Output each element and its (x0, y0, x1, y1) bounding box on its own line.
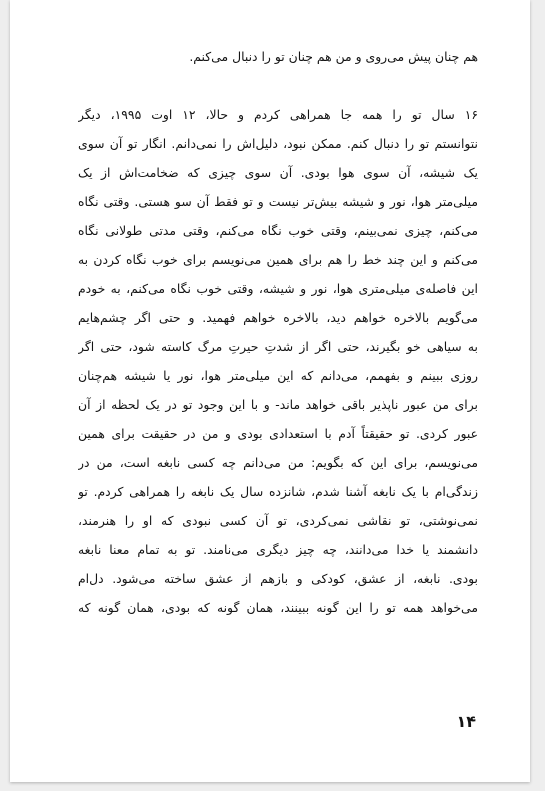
paragraph-line: برای من عبور ناپذیر باقی خواهد ماند- و با این وجود تو در یک لحظه از آن (78, 397, 478, 412)
paragraph-line: عبور کردی. تو حقیقتاً آدم با استعدادی بودی و من در حقیقت برای همین (78, 426, 478, 441)
paragraph-line: روزی ببینم و بفهمم، می‌دانم که این میلی‌متر هوا، نور یا شیشه هم‌چنان (78, 368, 478, 383)
paragraph-line: می‌کنم، چیزی نمی‌بینم، وقتی خوب نگاه می‌کنم، وقتی مدتی طولانی نگاه (78, 223, 478, 238)
body-paragraph (78, 100, 478, 622)
paragraph-line: این فاصله‌ی میلی‌متری هوا، نور و شیشه، وقتی خوب نگاه می‌کنم، به خودم (78, 281, 478, 296)
paragraph-line: یک شیشه، آن سوی هوا بودی. آن سوی چیزی که ضخامت‌اش از یک (78, 165, 478, 180)
paragraph-line: می‌کنم و این چند خط را هم برای همین می‌نویسم برای خوب نگاه کردن به (78, 252, 478, 267)
paragraph-line: می‌نویسم، برای این که بگویم: من می‌دانم چه کسی نابغه است، من در (78, 455, 478, 470)
opening-line-text: هم چنان پیش می‌روی و من هم چنان تو را دنبال می‌کنم. (189, 49, 478, 64)
paragraph-line: می‌گویم بالاخره خواهم دید، بالاخره خواهم فهمید. و حتی اگر چشم‌هایم (78, 310, 478, 325)
opening-line (78, 42, 478, 66)
paragraph-line: میلی‌متر هوا، نور و شیشه بیش‌تر نیست و تو فقط آن سو هستی. وقتی نگاه (78, 194, 478, 209)
paragraph-line: به سیاهی خو بگیرند، حتی اگر از شدتِ حیرتِ مرگ کاسته شود، حتی اگر (78, 339, 478, 354)
paragraph-line: نمی‌نوشتی، تو نقاشی نمی‌کردی، تو آن کسی نبودی که او را هنرمند، (78, 513, 478, 528)
page-number: ۱۴ (456, 712, 476, 731)
paragraph-line: دانشمند یا خدا می‌دانند، چه چیز دیگری می‌نامند. تو به تمام معنا نابغه (78, 542, 478, 557)
paragraph-line: بودی. نابغه، از عشق، کودکی و بازهم از عشق ساخته می‌شود. دل‌ام (78, 571, 478, 586)
paragraph-line: می‌خواهد همه تو را این گونه ببینند، همان گونه که بودی، همان گونه که (78, 600, 478, 615)
paragraph-line: ۱۶ سال تو را همه جا همراهی کردم و حالا، ۱۲ اوت ۱۹۹۵، دیگر (78, 107, 478, 122)
document-page (10, 0, 530, 782)
paragraph-line: زندگی‌ام با یک نابغه آشنا شدم، شانزده سال یک نابغه را همراهی کردم. تو (78, 484, 478, 499)
paragraph-line: نتوانستم تو را دنبال کنم. ممکن نبود، دلیل‌اش را نمی‌دانم. انگار تو آن سوی (78, 136, 478, 151)
